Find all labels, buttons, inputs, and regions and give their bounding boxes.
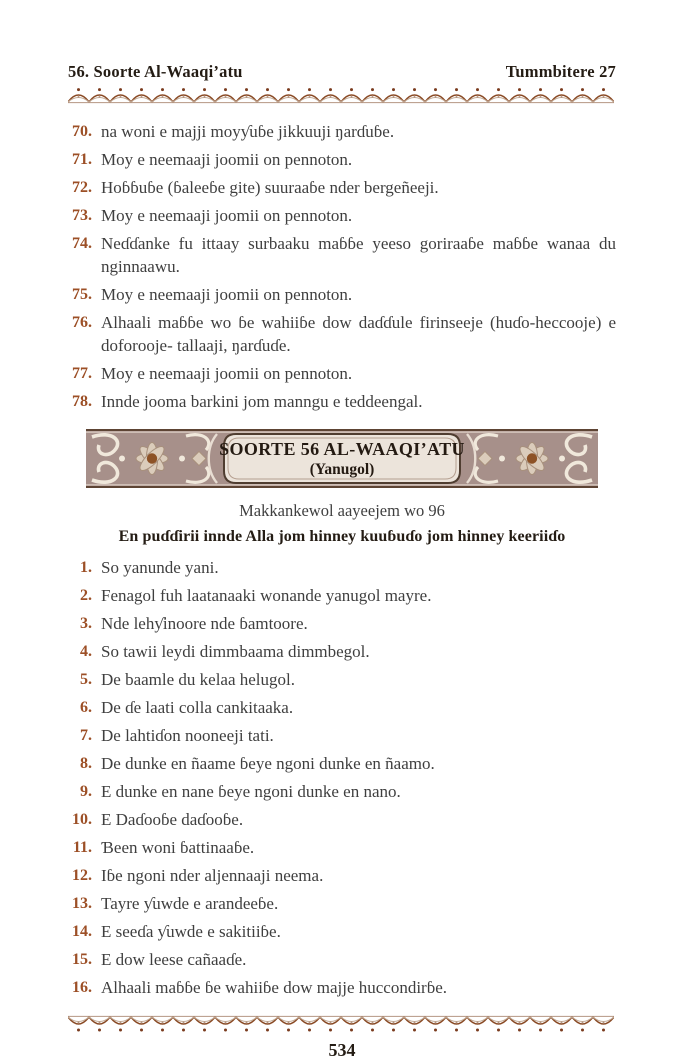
verse-text: Moy e neemaaji joomii on pennoton. — [101, 205, 353, 225]
page-header — [68, 62, 616, 82]
verse-row — [68, 833, 616, 861]
verse-list-top — [68, 117, 616, 415]
verse-text: Iɓe ngoni nder aljennaaji neema. — [101, 865, 324, 885]
verse-number: 12. — [72, 866, 92, 884]
verse-number: 70. — [72, 122, 92, 140]
verse-text: Nde lehƴinoore nde ɓamtoore. — [101, 613, 308, 633]
verse-text: So yanunde yani. — [101, 557, 219, 577]
verse-number: 9. — [80, 782, 92, 800]
page-number: 534 — [328, 1040, 356, 1060]
verse-row — [68, 145, 616, 173]
verse-number: 5. — [80, 670, 92, 688]
verse-row — [68, 553, 616, 581]
verse-row — [68, 308, 616, 359]
verse-number: 78. — [72, 392, 92, 410]
verse-text: De ɗe laati colla cankitaaka. — [101, 697, 294, 717]
verse-row — [68, 173, 616, 201]
juz-label: Tummbitere 27 — [505, 62, 616, 81]
verse-number: 4. — [80, 642, 92, 660]
verse-text: E dunke en nane ɓeye ngoni dunke en nano. — [101, 781, 401, 801]
verse-text: Fenagol fuh laatanaaki wonande yanugol mayre. — [101, 585, 432, 605]
verse-text: So tawii leydi dimmbaama dimmbegol. — [101, 641, 370, 661]
verse-text: Neɗɗanke fu ittaay surbaaku maɓɓe yeeso goriraaɓe maɓɓe wanaa du nginnaawu. — [101, 233, 616, 276]
verse-row — [68, 805, 616, 833]
surah-banner — [86, 429, 598, 488]
verse-number: 77. — [72, 364, 92, 382]
verse-number: 13. — [72, 894, 92, 912]
basmala-translation: En puɗɗirii innde Alla jom hinney kuuɓuɗo jom hinney keeriiɗo — [118, 528, 566, 545]
verse-number: 11. — [72, 838, 92, 856]
verse-row — [68, 117, 616, 145]
verse-text: De dunke en ñaame ɓeye ngoni dunke en ñaamo. — [101, 753, 435, 773]
revelation-info: Makkankewol aayeejem wo 96 — [239, 501, 445, 520]
verse-text: E seeɗa ƴuwde e sakitiiɓe. — [101, 921, 281, 941]
verse-number: 14. — [72, 922, 92, 940]
surah-title: SOORTE 56 AL-WAAQI’ATU — [219, 439, 465, 459]
verse-row — [68, 945, 616, 973]
verse-text: De baamle du kelaa helugol. — [101, 669, 296, 689]
verse-number: 8. — [80, 754, 92, 772]
verse-number: 73. — [72, 206, 92, 224]
verse-row — [68, 749, 616, 777]
verse-number: 76. — [72, 313, 92, 331]
verse-text: Innde jooma barkini jom manngu e teddeengal. — [101, 391, 423, 411]
verse-row — [68, 777, 616, 805]
verse-row — [68, 889, 616, 917]
verse-text: Tayre ƴuwde e arandeeɓe. — [101, 893, 279, 913]
verse-text: Alhaali maɓɓe ɓe wahiiɓe dow majje huccondirɓe. — [101, 977, 448, 997]
verse-number: 71. — [72, 150, 92, 168]
verse-number: 74. — [72, 234, 92, 252]
verse-text: na woni e majji moyƴuɓe jikkuuji ŋarɗuɓe. — [101, 121, 395, 141]
verse-text: Moy e neemaaji joomii on pennoton. — [101, 363, 353, 383]
verse-row — [68, 359, 616, 387]
surah-running-title: 56. Soorte Al-Waaqi’atu — [68, 62, 243, 81]
verse-number: 6. — [80, 698, 92, 716]
verse-text: E Daɗooɓe daɗooɓe. — [101, 809, 244, 829]
verse-text: De lahtiɗon nooneeji tati. — [101, 725, 274, 745]
verse-number: 75. — [72, 285, 92, 303]
surah-subtitle: (Yanugol) — [309, 461, 375, 478]
verse-text: Hoɓɓuɓe (ɓaleeɓe gite) suuraaɓe nder bergeñeeji. — [101, 177, 439, 197]
verse-row — [68, 917, 616, 945]
verse-number: 10. — [72, 810, 92, 828]
verse-row — [68, 861, 616, 889]
verse-text: E dow leese cañaaɗe. — [101, 949, 247, 969]
verse-number: 72. — [72, 178, 92, 196]
verse-number: 1. — [80, 558, 92, 576]
verse-row — [68, 280, 616, 308]
verse-number: 16. — [72, 978, 92, 996]
banner-plaque — [86, 429, 598, 488]
verse-row — [68, 693, 616, 721]
verse-row — [68, 201, 616, 229]
verse-number: 7. — [80, 726, 92, 744]
verse-row — [68, 637, 616, 665]
verse-number: 3. — [80, 614, 92, 632]
verse-number: 2. — [80, 586, 92, 604]
verse-text: Moy e neemaaji joomii on pennoton. — [101, 149, 353, 169]
verse-text: Alhaali maɓɓe wo ɓe wahiiɓe dow daɗɗule firinseeje (huɗo-heccooje) e doforooje- tallaaji, ŋarɗuɗe. — [101, 312, 616, 355]
verse-number: 15. — [72, 950, 92, 968]
verse-text: Ɓeen woni ɓattinaaɓe. — [101, 837, 255, 857]
verse-row — [68, 665, 616, 693]
verse-row — [68, 581, 616, 609]
verse-row — [68, 387, 616, 415]
verse-row — [68, 973, 616, 1001]
verse-list-main — [68, 553, 616, 1001]
verse-row — [68, 229, 616, 280]
top-ornamental-rule — [68, 87, 614, 106]
verse-text: Moy e neemaaji joomii on pennoton. — [101, 284, 353, 304]
verse-row — [68, 721, 616, 749]
verse-row — [68, 609, 616, 637]
